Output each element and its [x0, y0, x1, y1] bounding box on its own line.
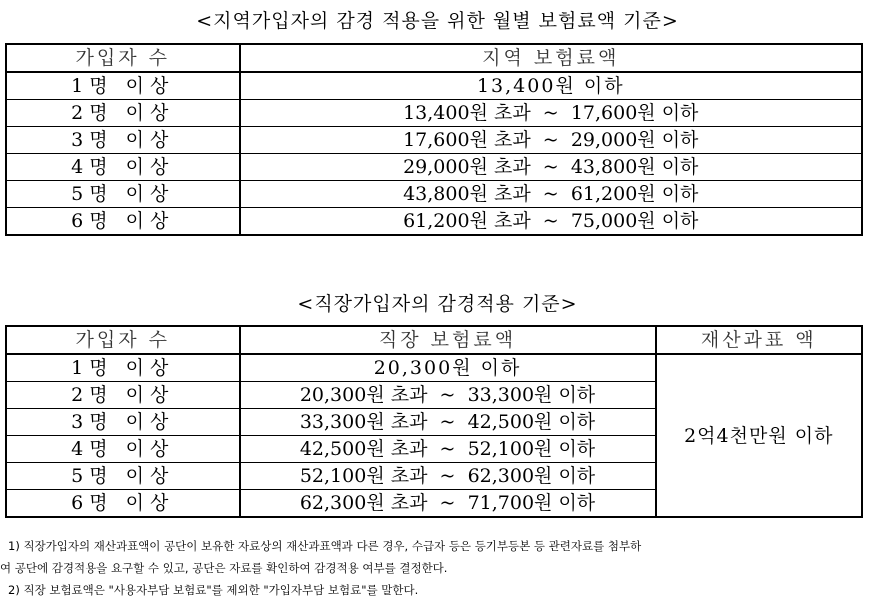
regional-premium-table	[5, 43, 863, 236]
subscriber-count: 4명 이상	[6, 436, 240, 463]
table-row	[6, 127, 862, 154]
range-from: 42,500원	[299, 438, 385, 460]
workplace-premium-table	[5, 325, 863, 518]
tilde: ~	[542, 102, 559, 124]
over-label: 초과	[493, 210, 531, 232]
over-label: 초과	[493, 156, 531, 178]
table-row	[6, 208, 862, 236]
subscriber-count: 6명 이상	[6, 208, 240, 236]
over-label: 초과	[390, 492, 428, 514]
premium-range	[240, 154, 862, 181]
range-from: 33,300원	[299, 411, 385, 433]
property-value-cell: 2억4천만원 이하	[656, 354, 863, 517]
subscriber-count: 6명 이상	[6, 490, 240, 518]
footnote-1-continued: 여 공단에 감경적용을 요구할 수 있고, 공단은 자료를 확인하여 감경적용 여부를 결정한다.	[0, 561, 448, 575]
column-header-property-value: 재산과표 액	[656, 326, 863, 354]
table-header-row	[6, 44, 862, 72]
premium-range	[240, 409, 656, 436]
column-header-workplace-premium: 직장 보험료액	[240, 326, 656, 354]
subscriber-count: 2명 이상	[6, 382, 240, 409]
footnotes	[0, 535, 875, 601]
over-label: 초과	[390, 411, 428, 433]
column-header-subscribers: 가입자 수	[6, 326, 240, 354]
over-label: 초과	[493, 183, 531, 205]
range-from: 43,800원	[403, 183, 488, 205]
workplace-table-title: <직장가입자의 감경적용 기준>	[297, 293, 578, 315]
premium-range	[240, 208, 862, 236]
range-to: 52,100원	[467, 438, 553, 460]
subscriber-count: 4명 이상	[6, 154, 240, 181]
premium-range	[240, 181, 862, 208]
range-to: 71,700원	[467, 492, 553, 514]
below-label: 이하	[661, 102, 699, 124]
over-label: 초과	[493, 129, 531, 151]
premium-range: 13,400원 이하	[240, 72, 862, 100]
range-to: 33,300원	[467, 384, 553, 406]
range-to: 62,300원	[467, 465, 553, 487]
below-label: 이하	[558, 384, 596, 406]
range-from: 61,200원	[403, 210, 488, 232]
over-label: 초과	[390, 384, 428, 406]
range-from: 20,300원	[299, 384, 385, 406]
premium-range	[240, 490, 656, 518]
premium-range	[240, 463, 656, 490]
table-row	[6, 100, 862, 127]
over-label: 초과	[390, 465, 428, 487]
table-row	[6, 354, 862, 382]
premium-range	[240, 436, 656, 463]
range-from: 17,600원	[403, 129, 488, 151]
subscriber-count: 3명 이상	[6, 409, 240, 436]
tilde: ~	[542, 210, 559, 232]
below-label: 이하	[558, 465, 596, 487]
range-to: 17,600원	[570, 102, 656, 124]
subscriber-count: 1명 이상	[6, 72, 240, 100]
below-label: 이하	[661, 156, 699, 178]
table-header-row	[6, 326, 862, 354]
subscriber-count: 5명 이상	[6, 463, 240, 490]
subscriber-count: 5명 이상	[6, 181, 240, 208]
range-to: 43,800원	[570, 156, 656, 178]
premium-range	[240, 100, 862, 127]
below-label: 이하	[661, 129, 699, 151]
tilde: ~	[439, 465, 456, 487]
premium-range	[240, 127, 862, 154]
subscriber-count: 2명 이상	[6, 100, 240, 127]
table-row	[6, 72, 862, 100]
subscriber-count: 1명 이상	[6, 354, 240, 382]
table-row	[6, 181, 862, 208]
range-from: 29,000원	[403, 156, 488, 178]
tilde: ~	[439, 438, 456, 460]
range-from: 62,300원	[299, 492, 385, 514]
below-label: 이하	[661, 183, 699, 205]
regional-table-title: <지역가입자의 감경 적용을 위한 월별 보험료액 기준>	[196, 10, 679, 32]
range-to: 42,500원	[467, 411, 553, 433]
over-label: 초과	[493, 102, 531, 124]
range-to: 61,200원	[570, 183, 656, 205]
tilde: ~	[439, 411, 456, 433]
below-label: 이하	[558, 492, 596, 514]
tilde: ~	[542, 183, 559, 205]
below-label: 이하	[558, 438, 596, 460]
table-row	[6, 154, 862, 181]
tilde: ~	[439, 492, 456, 514]
subscriber-count: 3명 이상	[6, 127, 240, 154]
footnote-2: 2) 직장 보험료액은 "사용자부담 보험료"를 제외한 "가입자부담 보험료"를 말한다.	[8, 583, 419, 597]
below-label: 이하	[558, 411, 596, 433]
premium-range: 20,300원 이하	[240, 354, 656, 382]
tilde: ~	[439, 384, 456, 406]
footnote-1: 1) 직장가입자의 재산과표액이 공단이 보유한 자료상의 재산과표액과 다른 경우, 수급자 등은 등기부등본 등 관련자료를 첨부하	[8, 539, 642, 553]
premium-range	[240, 382, 656, 409]
range-to: 29,000원	[570, 129, 656, 151]
over-label: 초과	[390, 438, 428, 460]
range-from: 13,400원	[403, 102, 488, 124]
range-from: 52,100원	[299, 465, 385, 487]
column-header-regional-premium: 지역 보험료액	[240, 44, 862, 72]
range-to: 75,000원	[570, 210, 656, 232]
tilde: ~	[542, 129, 559, 151]
below-label: 이하	[661, 210, 699, 232]
tilde: ~	[542, 156, 559, 178]
column-header-subscribers: 가입자 수	[6, 44, 240, 72]
